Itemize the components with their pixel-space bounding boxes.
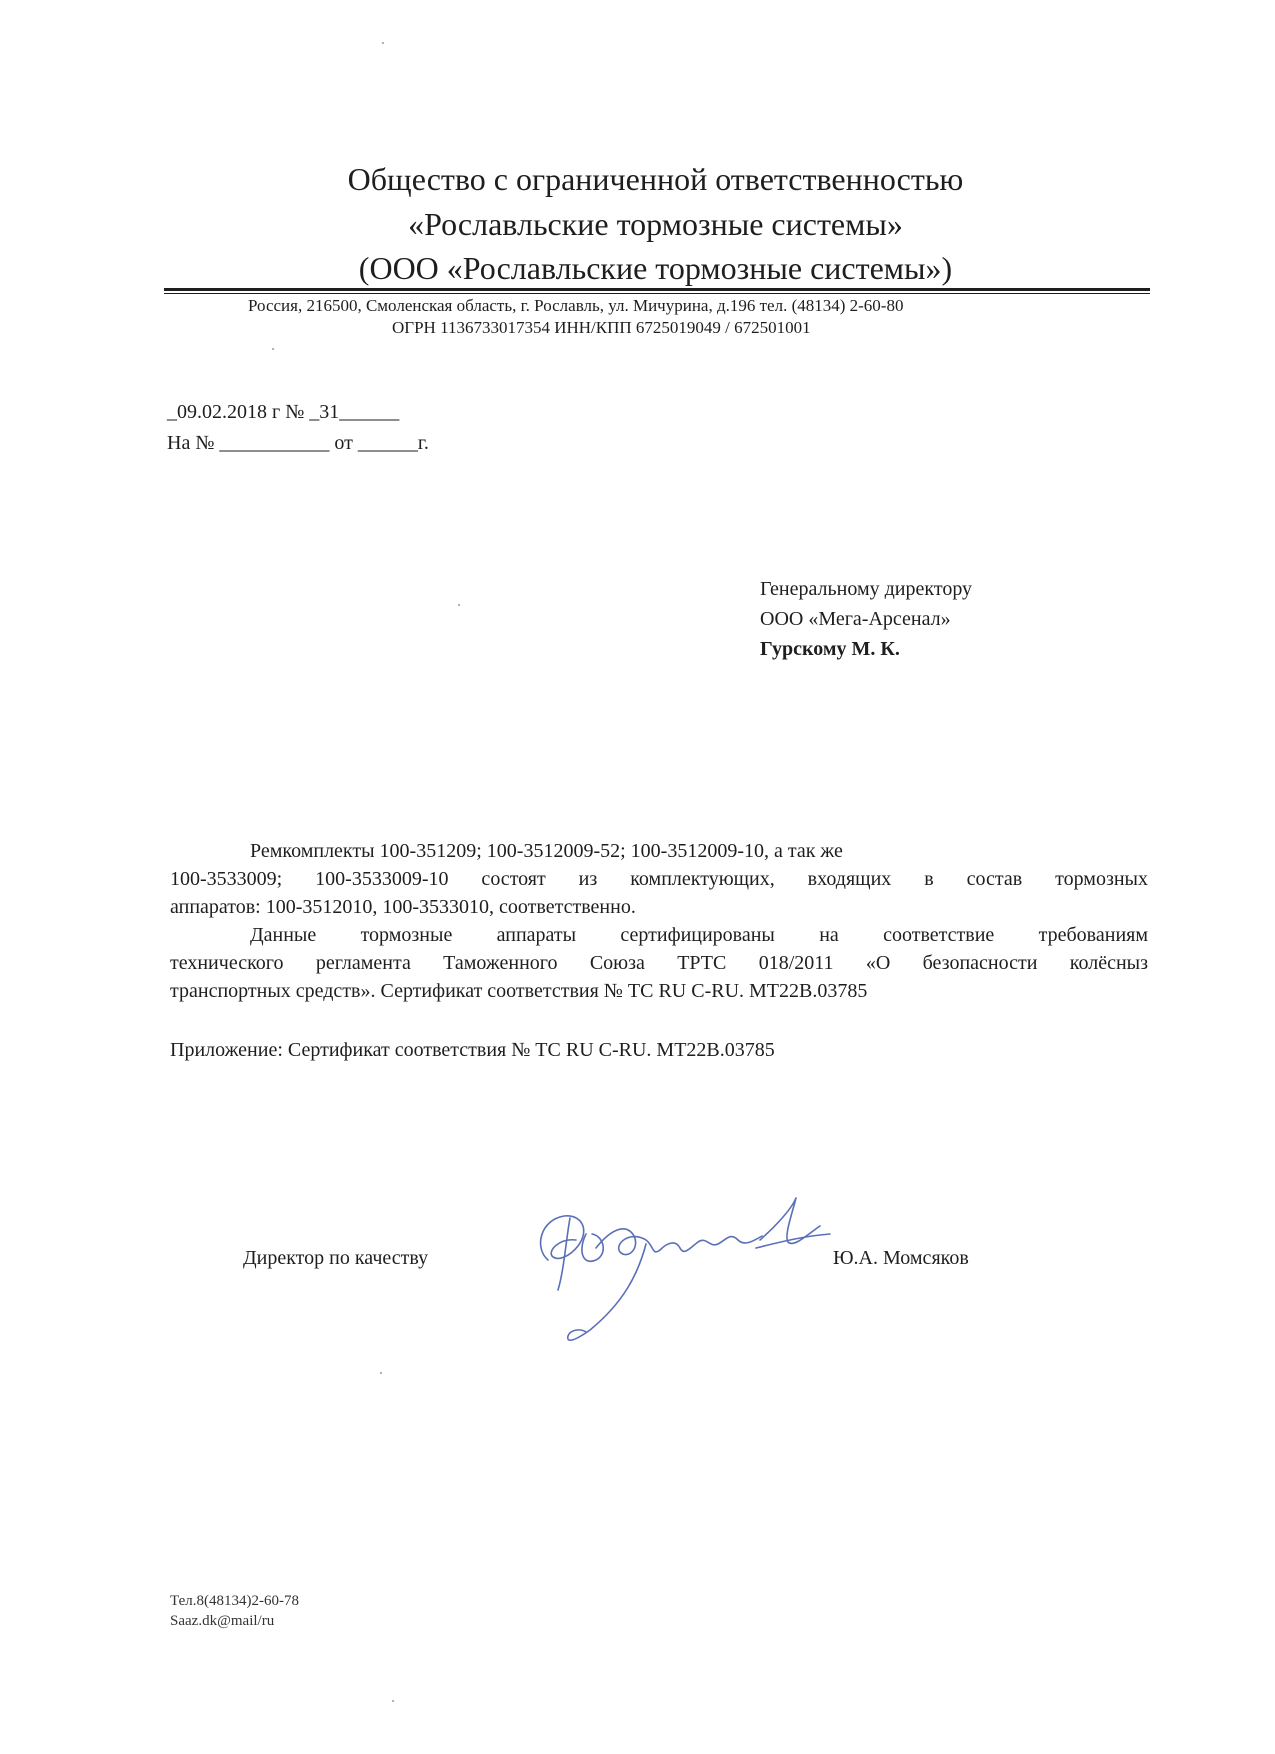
company-short-name: (ООО «Рославльские тормозные системы») bbox=[358, 250, 953, 286]
body-paragraph2-line2: технического регламента Таможенного Союза ТРТС 018/2011 «О безопасности колёсныз bbox=[170, 952, 1148, 974]
attachment-line: Приложение: Сертификат соответствия № ТС RU C-RU. МТ22В.03785 bbox=[170, 1039, 775, 1061]
body-paragraph2-line3: транспортных средств». Сертификат соответствия № ТС RU C-RU. МТ22В.03785 bbox=[170, 980, 868, 1002]
company-address: Россия, 216500, Смоленская область, г. Рославль, ул. Мичурина, д.196 тел. (48134) 2-60-80 bbox=[248, 296, 904, 315]
scan-speck bbox=[382, 42, 384, 44]
body-paragraph2-line1: Данные тормозные аппараты сертифицированы на соответствие требованиям bbox=[250, 924, 1148, 946]
company-full-name: Общество с ограниченной ответственностью bbox=[347, 161, 964, 197]
addressee-name: Гурскому М. К. bbox=[760, 638, 900, 660]
company-quoted-name: «Рославльские тормозные системы» bbox=[408, 206, 903, 242]
signatory-name: Ю.А. Момсяков bbox=[833, 1247, 969, 1269]
body-paragraph1-line3: аппаратов: 100-3512010, 100-3533010, соответственно. bbox=[170, 896, 636, 918]
letterhead-rule-thin bbox=[164, 293, 1150, 294]
incoming-reference: На № ___________ от ______г. bbox=[167, 432, 429, 454]
scan-speck bbox=[380, 1372, 382, 1374]
addressee-organization: ООО «Мега-Арсенал» bbox=[760, 608, 951, 630]
handwritten-signature bbox=[530, 1190, 850, 1360]
scan-speck bbox=[392, 1700, 394, 1702]
body-paragraph1-line2: 100-3533009; 100-3533009-10 состоят из комплектующих, входящих в состав тормозных bbox=[170, 868, 1148, 890]
addressee-title: Генеральному директору bbox=[760, 578, 973, 600]
scan-speck bbox=[272, 348, 274, 350]
company-reg-numbers: ОГРН 1136733017354 ИНН/КПП 6725019049 / 672501001 bbox=[392, 318, 811, 337]
signatory-position: Директор по качеству bbox=[243, 1247, 429, 1269]
letterhead-rule-thick bbox=[164, 288, 1150, 291]
outgoing-reference: _09.02.2018 г № _31______ bbox=[167, 401, 400, 423]
scan-speck bbox=[458, 604, 460, 606]
footer-email: Saaz.dk@mail/ru bbox=[170, 1613, 275, 1629]
footer-phone: Тел.8(48134)2-60-78 bbox=[170, 1593, 299, 1609]
body-paragraph1-line1: Ремкомплекты 100-351209; 100-3512009-52; 100-3512009-10, а так же bbox=[250, 840, 843, 862]
